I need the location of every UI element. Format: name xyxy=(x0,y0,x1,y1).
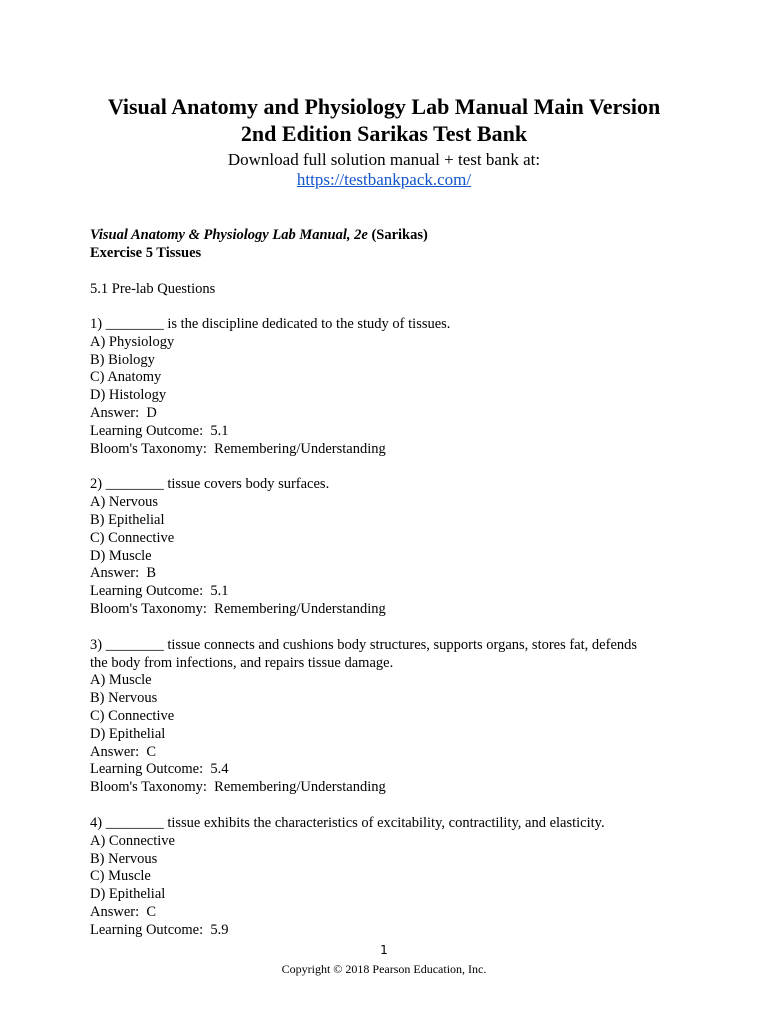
option: A) Nervous xyxy=(90,494,159,511)
book-heading xyxy=(90,227,428,244)
section-heading: 5.1 Pre-lab Questions xyxy=(90,281,216,297)
question-stem: 2) ________ tissue covers body surfaces. xyxy=(90,476,330,493)
option: C) Muscle xyxy=(90,868,151,885)
option: B) Epithelial xyxy=(90,511,165,528)
answer: Answer: C xyxy=(90,903,157,920)
option: B) Nervous xyxy=(90,850,158,867)
option: B) Nervous xyxy=(90,690,158,707)
answer: Answer: C xyxy=(90,743,157,760)
option: A) Connective xyxy=(90,832,175,849)
option: D) Muscle xyxy=(90,547,152,564)
testbankpack-link[interactable]: https://testbankpack.com/ xyxy=(296,170,472,189)
question-item xyxy=(90,637,690,797)
page-number: 1 xyxy=(380,943,388,957)
option: D) Histology xyxy=(90,387,167,404)
question-item xyxy=(90,476,690,618)
book-author: (Sarikas) xyxy=(371,227,428,243)
option: C) Connective xyxy=(90,707,175,724)
document-title-line2: 2nd Edition Sarikas Test Bank xyxy=(240,121,528,146)
blooms-taxonomy: Bloom's Taxonomy: Remembering/Understanding xyxy=(90,779,386,796)
option: A) Muscle xyxy=(90,672,152,689)
question-stem: 4) ________ tissue exhibits the characteristics of excitability, contractility, and elasticity. xyxy=(90,814,605,831)
download-text: Download full solution manual + test bank at: xyxy=(227,150,541,169)
learning-outcome: Learning Outcome: 5.1 xyxy=(90,583,229,600)
answer: Answer: B xyxy=(90,565,157,582)
exercise-heading: Exercise 5 Tissues xyxy=(90,245,202,261)
question-stem-continued: the body from infections, and repairs tissue damage. xyxy=(90,654,394,671)
blooms-taxonomy: Bloom's Taxonomy: Remembering/Understanding xyxy=(90,600,386,617)
learning-outcome: Learning Outcome: 5.9 xyxy=(90,921,229,938)
question-list xyxy=(90,316,690,958)
question-stem: 3) ________ tissue connects and cushions body structures, supports organs, stores fat, defends xyxy=(90,636,638,653)
option: D) Epithelial xyxy=(90,886,166,903)
option: C) Anatomy xyxy=(90,369,162,386)
blooms-taxonomy: Bloom's Taxonomy: Remembering/Understanding xyxy=(90,440,386,457)
book-title: Visual Anatomy & Physiology Lab Manual, 2e xyxy=(90,227,368,243)
option: C) Connective xyxy=(90,529,175,546)
copyright-footer: Copyright © 2018 Pearson Education, Inc. xyxy=(281,962,487,976)
question-stem: 1) ________ is the discipline dedicated to the study of tissues. xyxy=(90,316,451,332)
answer: Answer: D xyxy=(90,404,157,421)
learning-outcome: Learning Outcome: 5.1 xyxy=(90,422,229,439)
option: B) Biology xyxy=(90,351,155,368)
learning-outcome: Learning Outcome: 5.4 xyxy=(90,761,229,778)
option: A) Physiology xyxy=(90,333,175,350)
question-item xyxy=(90,815,690,940)
document-title-line1: Visual Anatomy and Physiology Lab Manual Main Version xyxy=(107,94,661,119)
option: D) Epithelial xyxy=(90,725,166,742)
question-item xyxy=(90,316,690,458)
